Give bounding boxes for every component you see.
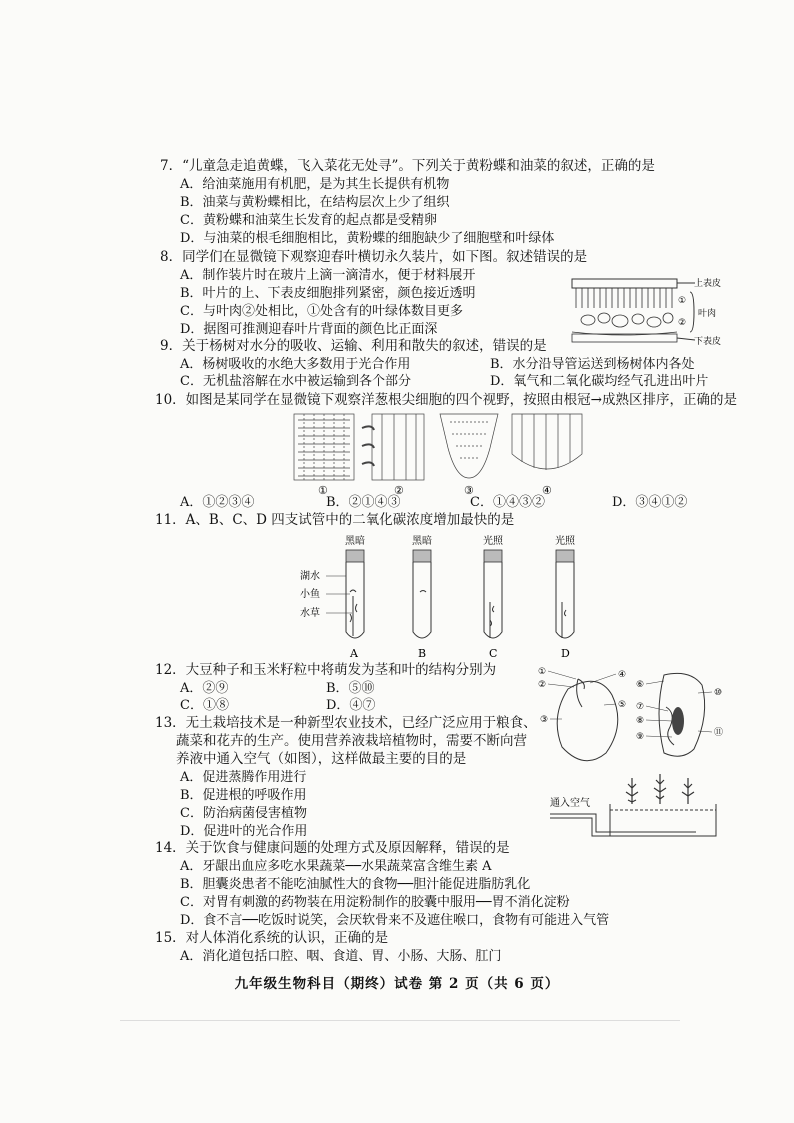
question-9-stem: 9．关于杨树对水分的吸收、运输、利用和散失的叙述，错误的是 [160, 338, 547, 354]
view-1-label: ① [318, 484, 328, 497]
bean-part-3: ③ [540, 715, 549, 725]
q12-option-a: A．②⑨ [180, 681, 229, 696]
question-10-stem: 10．如图是某同学在显微镜下观察洋葱根尖细胞的四个视野，按照由根冠→成熟区排序，正确的是 [155, 392, 737, 408]
scan-artifact-line [120, 1020, 680, 1021]
question-13-stem-line-2: 蔬菜和花卉的生产。使用营养液栽培植物时，需要不断向营 [176, 733, 527, 749]
tube-b-condition: 黑暗 [412, 536, 432, 547]
view-3-label: ③ [464, 484, 474, 497]
q12-option-d: D．④⑦ [326, 698, 376, 713]
tube-a-condition: 黑暗 [345, 536, 365, 547]
q14-option-d: D．食不言──吃饭时说笑，会厌软骨来不及遮住喉口，食物有可能进入气管 [180, 913, 610, 928]
lower-epidermis-label: 下表皮 [694, 337, 722, 347]
q12-option-c: C．①⑧ [180, 698, 229, 713]
tube-c-condition: 光照 [483, 536, 503, 547]
corn-part-7: ⑦ [636, 702, 645, 712]
q14-option-b: B．胆囊炎患者不能吃油腻性大的食物──胆汁能促进脂肪乳化 [180, 877, 531, 892]
small-fish-label: 小鱼 [300, 589, 320, 600]
bean-part-4: ④ [618, 670, 627, 680]
q7-option-d: D．与油菜的根毛细胞相比，黄粉蝶的细胞缺少了细胞壁和叶绿体 [180, 231, 555, 246]
view-4-label: ④ [542, 484, 552, 497]
seed-structure-figure [538, 665, 738, 765]
q12-option-b: B．⑤⑩ [326, 681, 375, 696]
q10-option-c: C．①④③② [470, 495, 545, 510]
test-tubes-figure [300, 534, 590, 664]
question-15-stem: 15．对人体消化系统的认识，正确的是 [155, 930, 389, 946]
tube-a-label: A [350, 647, 358, 660]
q13-option-c: C．防治病菌侵害植物 [180, 806, 307, 821]
corn-part-9: ⑨ [636, 732, 645, 742]
q14-option-c: C．对胃有刺激的药物装在用淀粉制作的胶囊中服用──胃不消化淀粉 [180, 895, 570, 910]
question-11-stem: 11．A、B、C、D 四支试管中的二氧化碳浓度增加最快的是 [155, 512, 515, 528]
tube-b-label: B [418, 647, 427, 660]
corn-part-10: ⑩ [714, 688, 723, 698]
root-tip-microscope-views [290, 412, 590, 498]
hydroponics-figure [550, 770, 720, 838]
q15-option-a: A．消化道包括口腔、咽、食道、胃、小肠、大肠、肛门 [180, 949, 502, 964]
corn-part-8: ⑧ [636, 716, 645, 726]
q9-option-c: C．无机盐溶解在水中被运输到各个部分 [180, 374, 411, 389]
q10-option-b: B．②①④③ [326, 495, 401, 510]
tube-d-label: D [561, 647, 570, 660]
q13-option-b: B．促进根的呼吸作用 [180, 788, 307, 803]
q8-option-d: D．据图可推测迎春叶片背面的颜色比正面深 [180, 322, 438, 337]
corn-part-6: ⑥ [636, 680, 645, 690]
view-2-label: ② [394, 484, 404, 497]
leaf-cross-section-figure [570, 276, 730, 346]
q8-option-c: C．与叶肉②处相比，①处含有的叶绿体数目更多 [180, 304, 463, 319]
q7-option-c: C．黄粉蝶和油菜生长发育的起点都是受精卵 [180, 213, 437, 228]
question-12-stem: 12．大豆种子和玉米籽粒中将萌发为茎和叶的结构分别为 [155, 662, 497, 678]
water-plant-label: 水草 [300, 608, 320, 619]
q10-option-d: D．③④①② [612, 495, 688, 510]
leaf-label-1: ① [678, 296, 687, 306]
q7-option-a: A．给油菜施用有机肥，是为其生长提供有机物 [180, 177, 450, 192]
q9-option-d: D．氧气和二氧化碳均经气孔进出叶片 [490, 374, 709, 389]
q8-option-a: A．制作装片时在玻片上滴一滴清水，便于材料展开 [180, 268, 476, 283]
question-13-stem-line-3: 养液中通入空气（如图），这样做最主要的目的是 [176, 751, 467, 767]
q13-option-a: A．促进蒸腾作用进行 [180, 770, 307, 785]
bean-part-2: ② [538, 680, 547, 690]
q9-option-b: B．水分沿导管运送到杨树体内各处 [490, 357, 695, 372]
q7-option-b: B．油菜与黄粉蝶相比，在结构层次上少了组织 [180, 195, 450, 210]
lake-water-label: 湖水 [300, 571, 320, 582]
bean-part-5: ⑤ [618, 700, 627, 710]
question-7-stem: 7．“儿童急走追黄蝶，飞入菜花无处寻”。下列关于黄粉蝶和油菜的叙述，正确的是 [160, 158, 655, 174]
tube-d-condition: 光照 [555, 536, 575, 547]
tube-c-label: C [489, 647, 498, 660]
question-14-stem: 14．关于饮食与健康问题的处理方式及原因解释，错误的是 [155, 840, 510, 856]
question-8-stem: 8．同学们在显微镜下观察迎春叶横切永久装片，如下图。叙述错误的是 [160, 249, 588, 265]
corn-part-11: ⑪ [714, 728, 724, 738]
page-footer: 九年级生物科目（期终）试卷 第 2 页（共 6 页） [234, 976, 560, 992]
q13-option-d: D．促进叶的光合作用 [180, 824, 308, 839]
q10-option-a: A．①②③④ [180, 495, 255, 510]
q14-option-a: A．牙龈出血应多吃水果蔬菜──水果蔬菜富含维生素 A [180, 859, 492, 874]
question-13-stem-line-1: 13．无土栽培技术是一种新型农业技术，已经广泛应用于粮食、 [155, 715, 537, 731]
leaf-label-2: ② [678, 318, 687, 328]
q8-option-b: B．叶片的上、下表皮细胞排列紧密，颜色接近透明 [180, 286, 476, 301]
upper-epidermis-label: 上表皮 [694, 279, 722, 289]
q9-option-a: A．杨树吸收的水绝大多数用于光合作用 [180, 357, 411, 372]
mesophyll-label: 叶肉 [698, 309, 717, 319]
bean-part-1: ① [538, 667, 547, 677]
air-input-label: 通入空气 [550, 798, 590, 809]
